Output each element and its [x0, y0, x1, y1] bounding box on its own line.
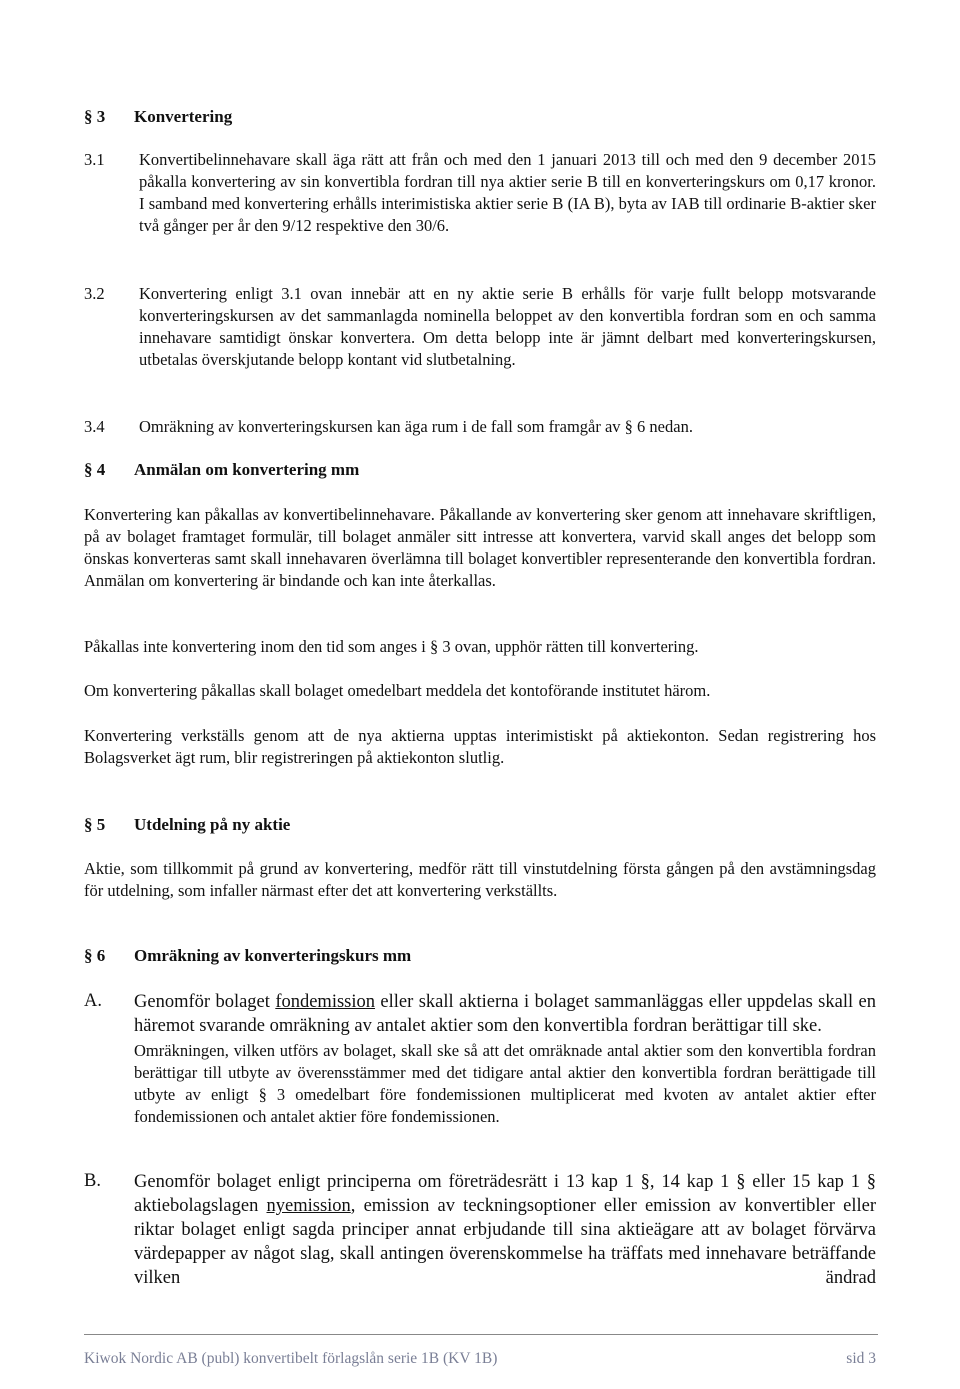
section-4-paragraph-3: Om konvertering påkallas skall bolaget omedelbart meddela det kontoförande institutet härom. [84, 681, 711, 700]
clause-3-1-text: Konvertibelinnehavare skall äga rätt att från och med den 1 januari 2013 till och med den 9 december 2015 påkalla konvertering av sin konvertibla fordran till nya aktier serie B till en konverteringskurs om 0,17 kronor. I samband med konvertering erhålls interimistiska aktier serie B (IA B), byta av IAB till ordinarie B-aktier sker två gånger per år den 9/12 respektive den 30/6. [139, 150, 876, 235]
section-3-heading: Konvertering [134, 107, 233, 126]
item-a-text-post: eller skall aktierna i bolaget sammanläggas eller uppdelas skall en häremot svarande omräkning av antalet aktier som den konvertibla fordran berättigar till ske. [134, 992, 876, 1036]
section-4-paragraph-4: Konvertering verkställs genom att de nya aktierna upptas interimistiskt på aktiekonton. Sedan registrering hos Bolagsverket ägt rum, blir registreringen på aktiekonton slutlig. [84, 726, 876, 767]
item-b-label: B. [84, 1171, 101, 1191]
clause-3-4-number: 3.4 [84, 417, 105, 436]
clause-3-2-number: 3.2 [84, 284, 105, 303]
item-b-text-post: , emission av teckningsoptioner eller emission av konvertibler eller riktar bolaget enligt sagda principer annat erbjudande till sina aktieägare att av bolaget förvärva värdepapper av något slag, skall antingen överenskommelse ha träffats med innehavare beträffande vilken ändrad [134, 1196, 876, 1288]
section-4-heading: Anmälan om konvertering mm [134, 460, 360, 479]
fondemission-term: fondemission [275, 992, 376, 1012]
item-b-text-pre: Genomför bolaget enligt principerna om företrädesrätt i 13 kap 1 §, 14 kap 1 § eller 15 kap 1 § aktiebolagslagen [134, 1172, 876, 1216]
clause-3-4-text: Omräkning av konverteringskursen kan äga rum i de fall som framgår av § 6 nedan. [139, 417, 693, 436]
footer-page-number: sid 3 [846, 1350, 876, 1367]
clause-3-1-number: 3.1 [84, 150, 105, 169]
section-4-number: § 4 [84, 460, 106, 479]
item-a-label: A. [84, 991, 102, 1011]
section-5-paragraph: Aktie, som tillkommit på grund av konvertering, medför rätt till vinstutdelning första gången på den avstämningsdag för utdelning, som infaller närmast efter det att konvertering verkställts. [84, 859, 876, 900]
nyemission-term: nyemission [266, 1196, 351, 1216]
item-a-continuation: Omräkningen, vilken utförs av bolaget, skall ske så att det omräknade antal aktier som den konvertibla fordran berättigar till utbyte av överensstämmer med det tidigare antal aktier den konvertibla fordran berättigade till utbyte av enligt § 3 omedelbart före fondemissionen multiplicerat med kvoten av antalet aktier efter fondemissionen och antalet aktier före fondemissionen. [134, 1041, 876, 1126]
clause-3-2-text: Konvertering enligt 3.1 ovan innebär att en ny aktie serie B erhålls för varje fullt belopp motsvarande konverteringskursen av det sammanlagda nominella beloppet av den konvertibla fordran som en och samma innehavare samtidigt önskar konvertera. Om detta belopp inte är jämnt delbart med konverteringskursen, utbetalas överskjutande belopp kontant vid slutbetalning. [139, 284, 876, 369]
section-6-heading: Omräkning av konverteringskurs mm [134, 946, 412, 965]
section-5-number: § 5 [84, 815, 106, 834]
item-a-lead [134, 990, 876, 1038]
footer-document-title: Kiwok Nordic AB (publ) konvertibelt förlagslån serie 1B (KV 1B) [84, 1350, 498, 1367]
item-a-text-pre: Genomför bolaget [134, 992, 276, 1012]
section-6-number: § 6 [84, 946, 106, 965]
item-b-text [134, 1170, 876, 1290]
section-5-heading: Utdelning på ny aktie [134, 815, 291, 834]
section-4-paragraph-2: Påkallas inte konvertering inom den tid som anges i § 3 ovan, upphör rätten till konvertering. [84, 637, 699, 656]
section-3-number: § 3 [84, 107, 106, 126]
footer-divider [84, 1334, 878, 1335]
section-4-paragraph-1: Konvertering kan påkallas av konvertibelinnehavare. Påkallande av konvertering sker genom att innehavare skriftligen, på av bolaget framtaget formulär, till bolaget anmäler sitt intresse att konvertera, varvid skall anges det belopp som önskas konverteras samt skall innehavaren överlämna till bolaget konvertibler representerande den konvertibla fordran. Anmälan om konvertering är bindande och kan inte återkallas. [84, 505, 876, 590]
